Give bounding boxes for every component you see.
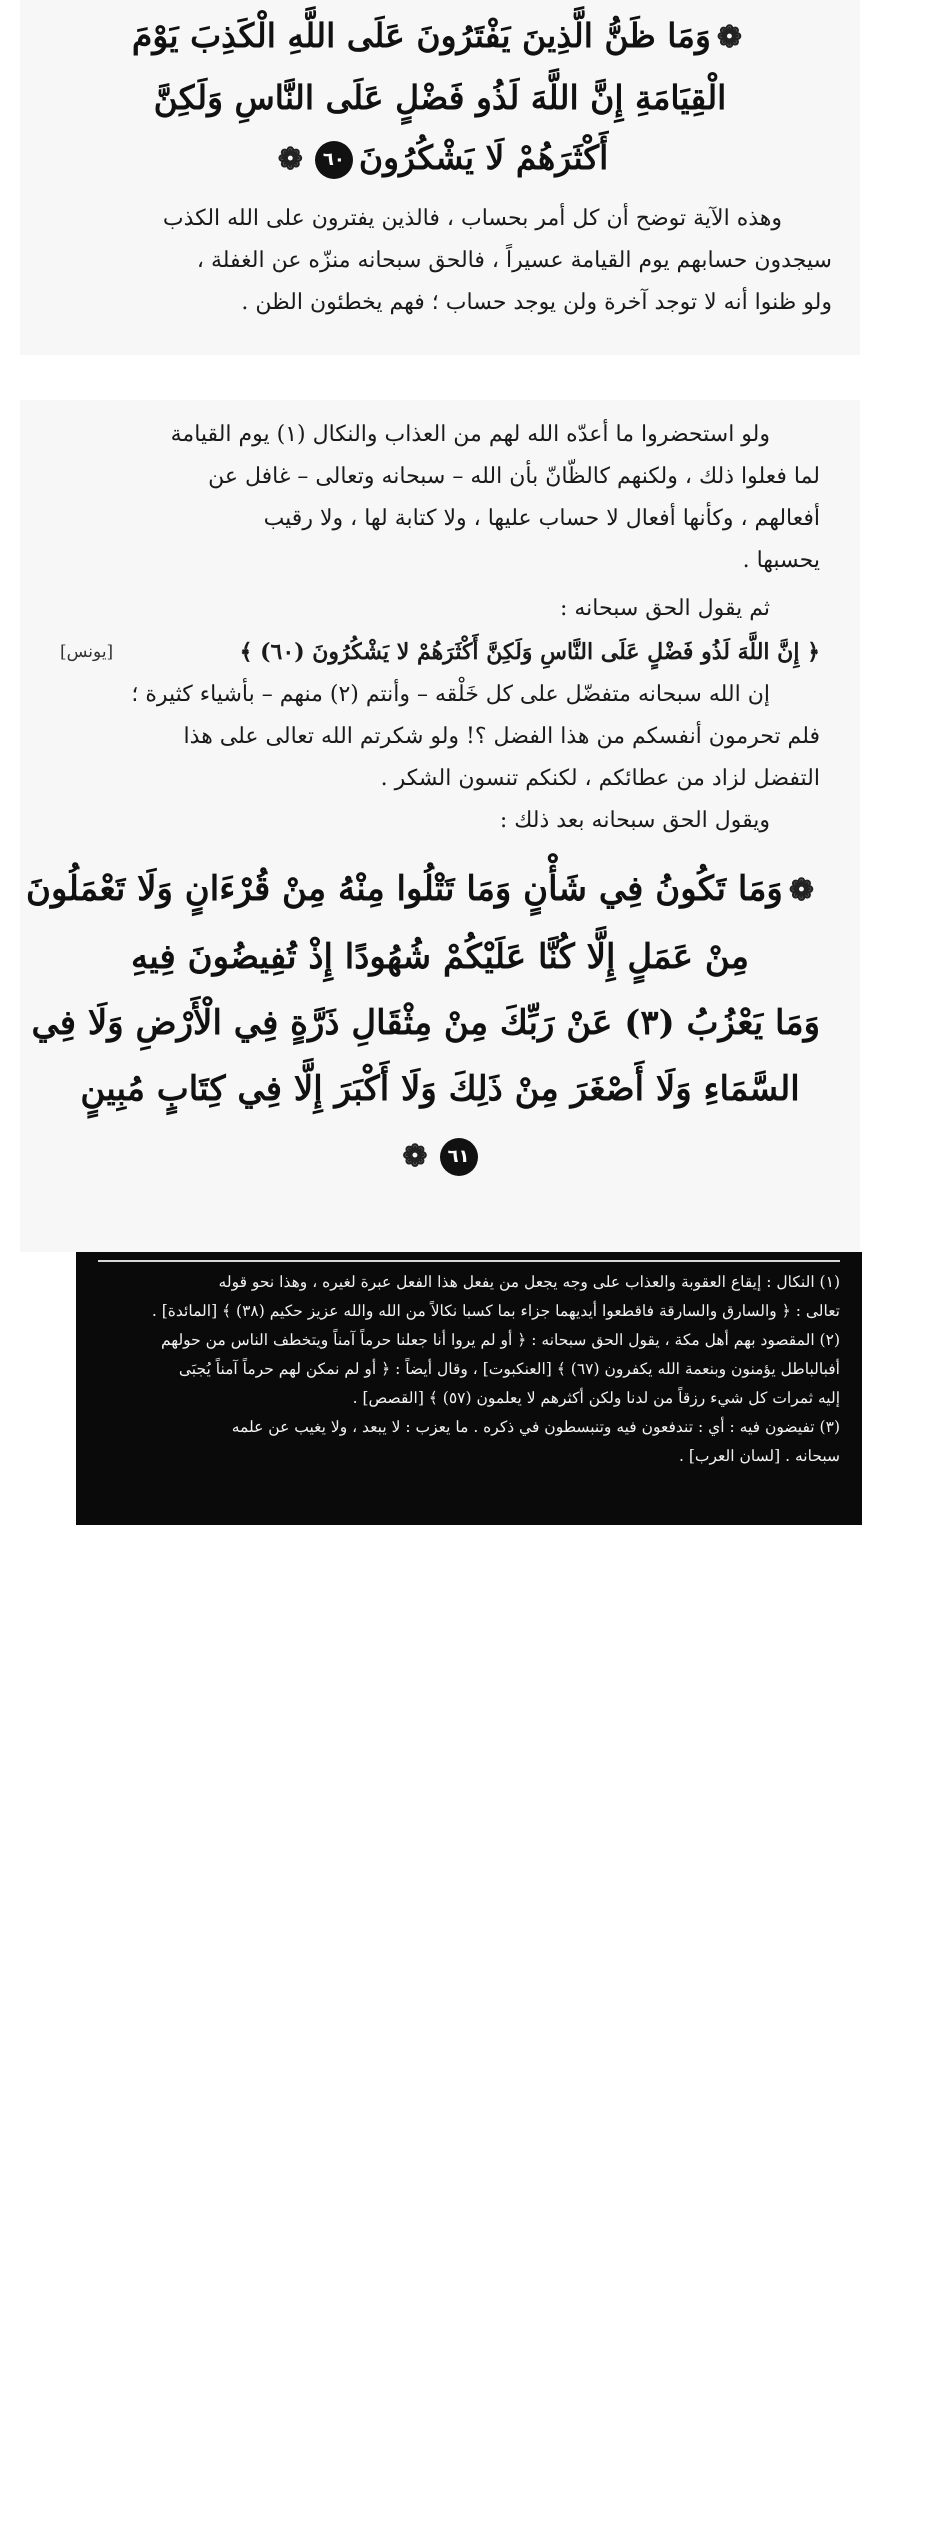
verse-ornament-icon: ❁	[788, 873, 814, 908]
text-line: ولو استحضروا ما أعدّه الله لهم من العذاب والنكال (١) يوم القيامة	[170, 422, 770, 447]
footnote-line: (٣) تفيضون فيه : أي : تندفعون فيه وتنبسطون في ذكره . ما يعزب : لا يبعد ، ولا يغيب عن علمه	[231, 1418, 840, 1436]
quoted-verse-text: ﴿ إِنَّ اللَّهَ لَذُو فَضْلٍ عَلَى النَّاسِ وَلَكِنَّ أَكْثَرَهُمْ لا يَشْكُرُونَ (٦٠) ﴾	[239, 639, 820, 665]
footnote-line: إليه ثمرات كل شيء رزقاً من لدنا ولكن أكثرهم لا يعلمون (٥٧) ﴾ [القصص] .	[352, 1389, 840, 1407]
footnote-divider	[98, 1260, 840, 1262]
commentary-paragraph	[48, 198, 832, 324]
text-line: إن الله سبحانه متفضّل على كل خَلْقه – وأنتم (٢) منهم – بأشياء كثيرة ؛	[131, 682, 770, 707]
text-line: أفعالهم ، وكأنها أفعال لا حساب عليها ، ولا كتابة لها ، ولا رقيب	[263, 506, 820, 531]
verse-line: ❁وَمَا تَكُونُ فِي شَأْنٍ وَمَا تَتْلُوا مِنْهُ مِنْ قُرْءَانٍ وَلَا تَعْمَلُونَ	[60, 856, 820, 924]
verse-line: مِنْ عَمَلٍ إِلَّا كُنَّا عَلَيْكُمْ شُهُودًا إِذْ تُفِيضُونَ فِيهِ	[131, 937, 749, 977]
footnote-line: تعالى : ﴿ والسارق والسارقة فاقطعوا أيديهما جزاء بما كسبا نكالاً من الله والله عزيز حكيم (٣٨) ﴾ [المائدة] .	[151, 1302, 840, 1320]
verse-ornament-icon: ❁	[716, 20, 743, 55]
paragraph-1	[60, 414, 820, 582]
footnote-line: أفبالباطل يؤمنون وبنعمة الله يكفرون (٦٧) ﴾ [العنكبوت] ، وقال أيضاً : ﴿ أو لم نمكن لهم حرماً آمناً يُجبَى	[178, 1360, 840, 1378]
main-section	[20, 400, 860, 1252]
verse-line	[60, 1122, 820, 1190]
verse-ornament-icon: ❁	[277, 142, 303, 177]
quoted-verse	[60, 630, 820, 674]
footnote-line: (١) النكال : إيقاع العقوبة والعذاب على وجه يجعل من يفعل هذا الفعل عبرة لغيره ، وهذا نحو قوله	[218, 1273, 840, 1291]
footnote-line: (٢) المقصود بهم أهل مكة ، يقول الحق سبحانه : ﴿ أو لم يروا أنا جعلنا حرماً آمناً ويتخطف الناس من حولهم	[160, 1331, 840, 1349]
text-line: يحسبها .	[742, 548, 820, 573]
verse-number-badge: ٦١	[440, 1138, 478, 1176]
verse-number-badge: ٦٠	[315, 141, 353, 179]
text-line: التفضل لزاد من عطائكم ، لكنكم تنسون الشكر .	[380, 766, 820, 791]
verse-line: السَّمَاءِ وَلَا أَصْغَرَ مِنْ ذَلِكَ وَلَا أَكْبَرَ إِلَّا فِي كِتَابٍ مُبِينٍ	[80, 1069, 800, 1109]
footnote-line: سبحانه . [لسان العرب] .	[679, 1447, 840, 1465]
quran-verse-61	[26, 856, 820, 1190]
verse-ornament-icon: ❁	[402, 1139, 428, 1174]
paragraph-2	[60, 674, 820, 800]
text-line: وهذه الآية توضح أن كل أمر بحساب ، فالذين يفترون على الله الكذب	[162, 206, 782, 231]
text-line: لما فعلوا ذلك ، ولكنهم كالظّانّ بأن الله – سبحانه وتعالى – غافل عن	[208, 464, 820, 489]
text-line: سيجدون حسابهم يوم القيامة عسيراً ، فالحق سبحانه منزّه عن الغفلة ،	[196, 248, 832, 273]
verse-line: وَمَا يَعْزُبُ (٣) عَنْ رَبِّكَ مِنْ مِثْقَالِ ذَرَّةٍ فِي الْأَرْضِ وَلَا فِي	[31, 1003, 820, 1043]
text-line: ولو ظنوا أنه لا توجد آخرة ولن يوجد حساب ؛ فهم يخطئون الظن .	[241, 290, 832, 315]
footnotes-box	[76, 1252, 862, 1525]
intro-line-1: ثم يقول الحق سبحانه :	[559, 596, 770, 621]
text-line: فلم تحرمون أنفسكم من هذا الفضل ؟! ولو شكرتم الله تعالى على هذا	[183, 724, 820, 749]
top-section	[20, 0, 860, 355]
intro-line-2: ويقول الحق سبحانه بعد ذلك :	[499, 808, 770, 833]
quran-verse-60	[48, 6, 832, 190]
verse-line: الْقِيَامَةِ إِنَّ اللَّهَ لَذُو فَضْلٍ عَلَى النَّاسِ وَلَكِنَّ	[153, 78, 727, 117]
verse-line: ❁وَمَا ظَنُّ الَّذِينَ يَفْتَرُونَ عَلَى اللَّهِ الْكَذِبَ يَوْمَ	[48, 6, 832, 68]
surah-reference: [يونس]	[60, 642, 114, 662]
verse-line: أَكْثَرَهُمْ لَا يَشْكُرُونَ٦٠❁	[48, 128, 832, 190]
